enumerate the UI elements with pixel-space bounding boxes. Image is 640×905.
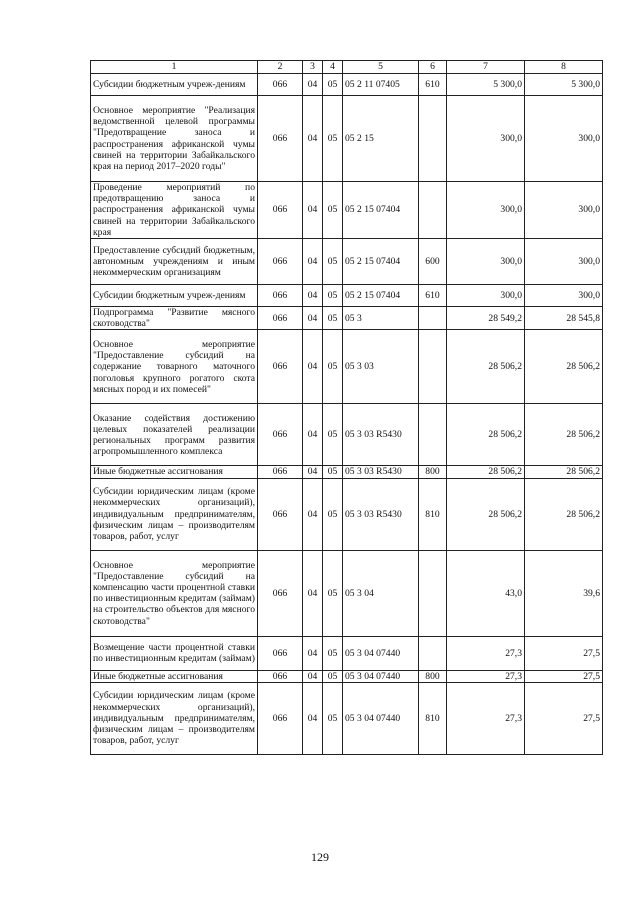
row-amount-2-cell: 300,0 bbox=[525, 182, 603, 239]
budget-table-container bbox=[90, 60, 602, 755]
row-target-article-cell: 05 3 04 07440 bbox=[343, 682, 419, 754]
row-amount-1-cell: 300,0 bbox=[447, 285, 525, 307]
row-subsection-cell: 05 bbox=[323, 96, 343, 182]
row-amount-2-cell: 39,6 bbox=[525, 550, 603, 636]
row-amount-1-cell: 28 506,2 bbox=[447, 330, 525, 404]
header-cell-1: 1 bbox=[91, 61, 258, 74]
row-subsection-cell: 05 bbox=[323, 636, 343, 670]
row-target-article-cell: 05 2 15 07404 bbox=[343, 182, 419, 239]
row-subsection-cell: 05 bbox=[323, 670, 343, 682]
table-row bbox=[91, 330, 603, 404]
row-target-article-cell: 05 2 15 07404 bbox=[343, 285, 419, 307]
row-subsection-cell: 05 bbox=[323, 404, 343, 466]
header-cell-3: 3 bbox=[303, 61, 323, 74]
row-name-cell: Субсидии юридическим лицам (кроме некоммерческих организаций), индивидуальным предпринимателям, физическим лицам – производителям товаров, работ, услуг bbox=[91, 682, 258, 754]
row-target-article-cell: 05 2 15 07404 bbox=[343, 239, 419, 285]
row-name-cell: Субсидии бюджетным учреж-дениям bbox=[91, 285, 258, 307]
header-cell-6: 6 bbox=[419, 61, 447, 74]
row-ved-cell: 066 bbox=[258, 636, 303, 670]
row-ved-cell: 066 bbox=[258, 74, 303, 96]
row-ved-cell: 066 bbox=[258, 330, 303, 404]
row-target-article-cell: 05 2 15 bbox=[343, 96, 419, 182]
row-section-cell: 04 bbox=[303, 670, 323, 682]
budget-table bbox=[90, 60, 603, 755]
row-section-cell: 04 bbox=[303, 636, 323, 670]
row-expense-type-cell bbox=[419, 182, 447, 239]
row-subsection-cell: 05 bbox=[323, 550, 343, 636]
row-subsection-cell: 05 bbox=[323, 330, 343, 404]
row-amount-1-cell: 5 300,0 bbox=[447, 74, 525, 96]
row-amount-2-cell: 28 506,2 bbox=[525, 330, 603, 404]
row-amount-1-cell: 28 506,2 bbox=[447, 466, 525, 478]
table-row bbox=[91, 307, 603, 330]
row-section-cell: 04 bbox=[303, 330, 323, 404]
row-target-article-cell: 05 3 03 bbox=[343, 330, 419, 404]
row-expense-type-cell bbox=[419, 96, 447, 182]
row-ved-cell: 066 bbox=[258, 182, 303, 239]
row-amount-2-cell: 300,0 bbox=[525, 239, 603, 285]
row-ved-cell: 066 bbox=[258, 285, 303, 307]
row-ved-cell: 066 bbox=[258, 404, 303, 466]
row-subsection-cell: 05 bbox=[323, 466, 343, 478]
row-expense-type-cell bbox=[419, 550, 447, 636]
row-amount-1-cell: 300,0 bbox=[447, 182, 525, 239]
row-section-cell: 04 bbox=[303, 404, 323, 466]
table-row bbox=[91, 182, 603, 239]
header-cell-8: 8 bbox=[525, 61, 603, 74]
row-subsection-cell: 05 bbox=[323, 182, 343, 239]
row-name-cell: Основное мероприятие "Предоставление субсидий на содержание товарного маточного поголовья крупного рогатого скота мясных пород и их помесей" bbox=[91, 330, 258, 404]
row-amount-1-cell: 300,0 bbox=[447, 239, 525, 285]
row-expense-type-cell bbox=[419, 307, 447, 330]
row-ved-cell: 066 bbox=[258, 550, 303, 636]
row-name-cell: Субсидии бюджетным учреж-дениям bbox=[91, 74, 258, 96]
row-section-cell: 04 bbox=[303, 285, 323, 307]
row-target-article-cell: 05 3 03 R5430 bbox=[343, 466, 419, 478]
row-expense-type-cell: 810 bbox=[419, 682, 447, 754]
row-amount-2-cell: 28 506,2 bbox=[525, 466, 603, 478]
budget-table-body bbox=[91, 74, 603, 755]
row-target-article-cell: 05 3 03 R5430 bbox=[343, 478, 419, 550]
row-section-cell: 04 bbox=[303, 182, 323, 239]
row-target-article-cell: 05 2 11 07405 bbox=[343, 74, 419, 96]
row-amount-1-cell: 28 549,2 bbox=[447, 307, 525, 330]
row-amount-2-cell: 300,0 bbox=[525, 96, 603, 182]
row-target-article-cell: 05 3 03 R5430 bbox=[343, 404, 419, 466]
table-row bbox=[91, 682, 603, 754]
row-name-cell: Подпрограмма "Развитие мясного скотоводства" bbox=[91, 307, 258, 330]
row-section-cell: 04 bbox=[303, 239, 323, 285]
row-section-cell: 04 bbox=[303, 478, 323, 550]
row-amount-1-cell: 300,0 bbox=[447, 96, 525, 182]
table-row bbox=[91, 670, 603, 682]
table-row bbox=[91, 404, 603, 466]
table-row bbox=[91, 478, 603, 550]
table-row bbox=[91, 466, 603, 478]
table-row bbox=[91, 550, 603, 636]
row-subsection-cell: 05 bbox=[323, 307, 343, 330]
row-section-cell: 04 bbox=[303, 96, 323, 182]
row-target-article-cell: 05 3 04 07440 bbox=[343, 670, 419, 682]
header-cell-4: 4 bbox=[323, 61, 343, 74]
row-amount-1-cell: 28 506,2 bbox=[447, 478, 525, 550]
row-amount-2-cell: 27,5 bbox=[525, 670, 603, 682]
table-row bbox=[91, 96, 603, 182]
table-row bbox=[91, 239, 603, 285]
row-expense-type-cell bbox=[419, 636, 447, 670]
row-expense-type-cell: 810 bbox=[419, 478, 447, 550]
row-name-cell: Субсидии юридическим лицам (кроме некоммерческих организаций), индивидуальным предпринимателям, физическим лицам – производителям товаров, работ, услуг bbox=[91, 478, 258, 550]
row-name-cell: Иные бюджетные ассигнования bbox=[91, 466, 258, 478]
row-ved-cell: 066 bbox=[258, 478, 303, 550]
table-row bbox=[91, 636, 603, 670]
row-section-cell: 04 bbox=[303, 682, 323, 754]
row-subsection-cell: 05 bbox=[323, 478, 343, 550]
row-ved-cell: 066 bbox=[258, 239, 303, 285]
row-ved-cell: 066 bbox=[258, 466, 303, 478]
row-target-article-cell: 05 3 bbox=[343, 307, 419, 330]
row-expense-type-cell: 610 bbox=[419, 74, 447, 96]
row-ved-cell: 066 bbox=[258, 307, 303, 330]
header-row bbox=[91, 61, 603, 74]
row-amount-1-cell: 28 506,2 bbox=[447, 404, 525, 466]
row-expense-type-cell: 800 bbox=[419, 466, 447, 478]
header-cell-7: 7 bbox=[447, 61, 525, 74]
row-expense-type-cell: 610 bbox=[419, 285, 447, 307]
row-section-cell: 04 bbox=[303, 466, 323, 478]
row-section-cell: 04 bbox=[303, 307, 323, 330]
table-row bbox=[91, 285, 603, 307]
row-amount-2-cell: 28 506,2 bbox=[525, 478, 603, 550]
row-amount-2-cell: 27,5 bbox=[525, 682, 603, 754]
row-amount-1-cell: 27,3 bbox=[447, 636, 525, 670]
row-expense-type-cell: 600 bbox=[419, 239, 447, 285]
row-ved-cell: 066 bbox=[258, 682, 303, 754]
row-expense-type-cell: 800 bbox=[419, 670, 447, 682]
row-amount-1-cell: 43,0 bbox=[447, 550, 525, 636]
row-subsection-cell: 05 bbox=[323, 682, 343, 754]
row-name-cell: Проведение мероприятий по предотвращению заноса и распространения африканской чумы свиней на территории Забайкальского края bbox=[91, 182, 258, 239]
row-section-cell: 04 bbox=[303, 74, 323, 96]
row-amount-1-cell: 27,3 bbox=[447, 670, 525, 682]
row-subsection-cell: 05 bbox=[323, 285, 343, 307]
row-subsection-cell: 05 bbox=[323, 239, 343, 285]
row-name-cell: Оказание содействия достижению целевых показателей реализации региональных программ развития агропромышленного комплекса bbox=[91, 404, 258, 466]
row-target-article-cell: 05 3 04 bbox=[343, 550, 419, 636]
row-name-cell: Возмещение части процентной ставки по инвестиционным кредитам (займам) bbox=[91, 636, 258, 670]
row-name-cell: Основное мероприятие "Реализация ведомственной целевой программы "Предотвращение заноса и распространения африканской чумы свиней на территории Забайкальского края на период 2017–2020 годы" bbox=[91, 96, 258, 182]
row-amount-2-cell: 28 506,2 bbox=[525, 404, 603, 466]
header-cell-2: 2 bbox=[258, 61, 303, 74]
row-section-cell: 04 bbox=[303, 550, 323, 636]
row-amount-2-cell: 5 300,0 bbox=[525, 74, 603, 96]
row-amount-2-cell: 27,5 bbox=[525, 636, 603, 670]
table-row bbox=[91, 74, 603, 96]
row-target-article-cell: 05 3 04 07440 bbox=[343, 636, 419, 670]
row-expense-type-cell bbox=[419, 404, 447, 466]
row-name-cell: Предоставление субсидий бюджетным, автономным учреждениям и иным некоммерческим организациям bbox=[91, 239, 258, 285]
row-amount-1-cell: 27,3 bbox=[447, 682, 525, 754]
page-number: 129 bbox=[311, 850, 329, 864]
header-cell-5: 5 bbox=[343, 61, 419, 74]
row-ved-cell: 066 bbox=[258, 96, 303, 182]
row-subsection-cell: 05 bbox=[323, 74, 343, 96]
row-name-cell: Иные бюджетные ассигнования bbox=[91, 670, 258, 682]
row-name-cell: Основное мероприятие "Предоставление субсидий на компенсацию части процентной ставки по инвестиционным кредитам (займам) на строительство объектов для мясного скотоводства" bbox=[91, 550, 258, 636]
row-amount-2-cell: 28 545,8 bbox=[525, 307, 603, 330]
row-ved-cell: 066 bbox=[258, 670, 303, 682]
row-expense-type-cell bbox=[419, 330, 447, 404]
row-amount-2-cell: 300,0 bbox=[525, 285, 603, 307]
